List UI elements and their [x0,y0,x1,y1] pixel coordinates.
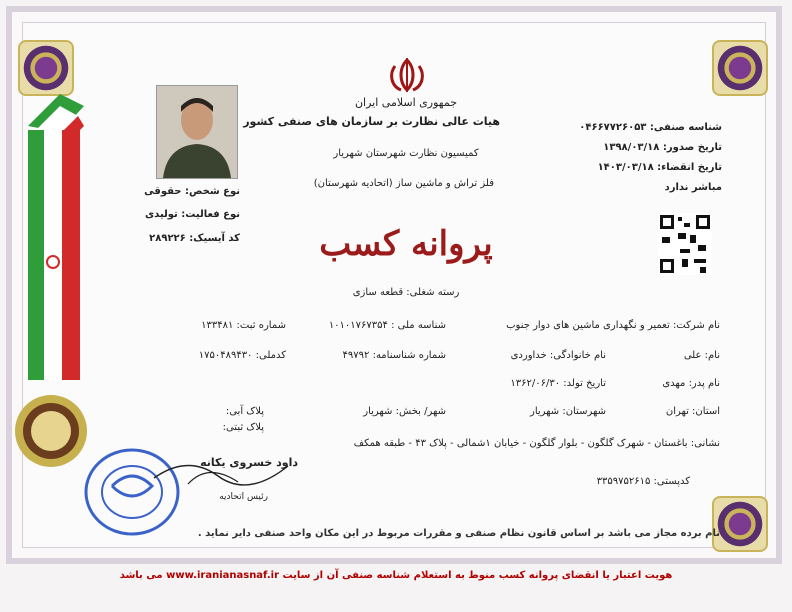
union-seal-icon [12,392,90,470]
activity-type: نوع فعالیت: تولیدی [145,209,240,220]
supervisor: مباشر ندارد [664,182,722,193]
guild-field: رسته شغلی: قطعه سازی [352,287,460,298]
address: نشانی: باغستان - شهرک گلگون - بلوار گلگون - خیابان ۱شمالی - پلاک ۴۳ - طبقه همکف [353,438,720,449]
organization-heading: هیات عالی نظارت بر سازمان های صنفی کشور [243,115,500,128]
legal-note: نام برده مجاز می باشد بر اساس قانون نظام صنفی و مقررات مربوط در این مکان واحد صنفی دایر نماید . [197,528,720,539]
isic-code: کد آیسیک: ۲۸۹۲۲۶ [149,233,240,244]
owner-photo [156,85,238,179]
father-name: نام پدر: مهدی [662,378,720,389]
expiry-date: تاریخ انقضاء: ۱۴۰۳/۰۳/۱۸ [597,162,722,173]
plate-blue: پلاک آبی: [225,406,264,417]
issue-date: تاریخ صدور: ۱۳۹۸/۰۳/۱۸ [603,142,722,153]
id-number: شماره شناسنامه: ۴۹۷۹۲ [342,350,446,361]
birth-date: تاریخ تولد: ۱۳۶۲/۰۶/۳۰ [510,378,606,389]
corner-ornament [712,496,768,552]
signatory-role: رئیس اتحادیه [219,492,268,502]
postal-code: کدپستی: ۳۳۵۹۷۵۲۶۱۵ [596,476,690,487]
republic-heading: جمهوری اسلامی ایران [354,96,458,109]
national-code: کدملی: ۱۷۵۰۴۸۹۴۳۰ [198,350,286,361]
last-name: نام خانوادگی: خداوردی [510,350,606,361]
commission-heading: کمیسیون نظارت شهرستان شهریار [333,148,479,159]
first-name: نام: علی [683,350,720,361]
verification-note: هویت اعتبار یا انقضای پروانه کسب منوط به استعلام شناسه صنفی آن از سایت www.iranianasnaf.ir می باشد [119,570,673,581]
registration-number: شماره ثبت: ۱۳۳۴۸۱ [201,320,286,331]
county: شهرستان: شهریار [529,406,606,417]
iran-emblem-icon [387,56,427,94]
iran-flag-ribbon [20,86,86,386]
national-id: شناسه ملی : ۱۰۱۰۱۷۶۷۳۵۴ [328,320,446,331]
city: شهر/ بخش: شهریار [363,406,446,417]
company-name: نام شرکت: تعمیر و نگهداری ماشین های دوار جنوب [506,320,720,331]
province: استان: تهران [665,406,720,417]
person-type: نوع شخص: حقوقی [144,186,240,197]
union-heading: فلز تراش و ماشین ساز (اتحادیه شهرستان) [313,178,494,189]
page-title: پروانه کسب [319,224,493,264]
plate-registered: پلاک ثبتی: [222,422,264,433]
signatory-name: داود خسروی یکانه [200,456,298,469]
signature-scribble [148,448,298,494]
guild-id: شناسه صنفی: ۰۴۶۶۷۷۲۶۰۵۳ [579,122,722,133]
qr-code-icon [658,213,712,275]
corner-ornament [712,40,768,96]
